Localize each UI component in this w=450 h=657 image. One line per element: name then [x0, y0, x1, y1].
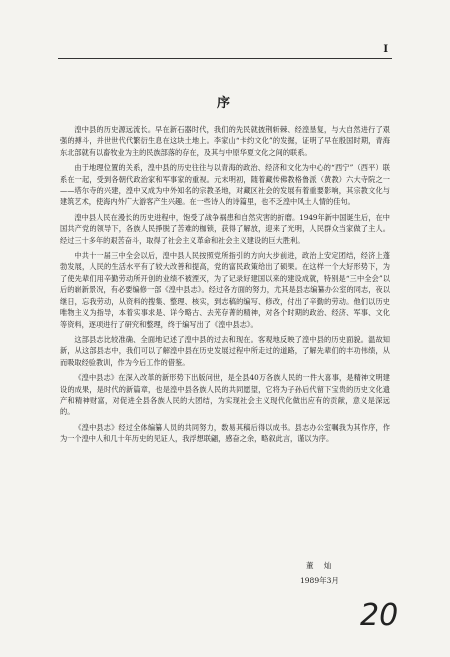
paragraph-5: 这部县志比较准确、全面地记述了湟中县的过去和现在。客观地反映了湟中县的历史面貌。温故知新，从这部县志中，我们可以了解湟中县在历史发展过程中所走过的道路，了解先辈们的丰功伟绩，从而吸取经验教训，作为今后工作的借鉴。	[60, 334, 390, 367]
author-signature: 董 灿	[306, 561, 336, 570]
paragraph-4: 中共十一届三中全会以后，湟中县人民按照党所指引的方向大步前进，政治上安定团结，经济上蓬勃发展，人民的生活水平有了较大改善和提高，党的富民政策给出了硕果。在这样一个大好形势下，为了使先辈们用辛勤劳动所开创的业绩不被湮灭，为了记录好建国以来的建设成就，特别是“三中全会”以后的崭新景况，有必要编修一部《湟中县志》。经过各方面的努力，尤其是县志编纂办公室的同志，夜以继日，忘我劳动，从资料的搜集、整理、核实，到志稿的编写、修改，付出了辛勤的劳动。他们以历史唯物主义为指导，本着实事求是、详今略古、去芜存菁的精神，对各个时期的政治、经济、军事、文化等资料，逐项进行了研究和整理，终于编写出了《湟中县志》。	[60, 251, 390, 329]
paragraph-2: 由于地理位置的关系，湟中县的历史往往与以青海的政治、经济和文化为中心的“西宁”（西平）联系在一起，受到各朝代政治家和军事家的重视。元末明初，随着藏传佛教格鲁派（黄教）六大寺院之一——塔尔寺的兴建，湟中又成为中外知名的宗教圣地，对藏区社会的发展有着重要影响，其宗教文化与建筑艺术，使海内外广大游客产生兴趣。在一些诗人的诗篇里，也不乏湟中风土人情的佳句。	[60, 163, 390, 207]
preface-title: 序	[216, 96, 233, 111]
page-number: I	[383, 44, 388, 55]
handwritten-page-number: 20	[360, 598, 399, 633]
preface-body	[60, 124, 390, 449]
signature-date: 1989年3月	[300, 576, 339, 585]
paragraph-1: 湟中县的历史源远流长。早在新石器时代，我们的先民就披荆斩棘、经湟垦复，与大自然进行了艰强的搏斗，并世世代代繁衍生息在这块土地上。李家山“卡约文化”的发掘，证明了早在殷国时期，青海东北部就有以畜牧业为主的民族部落的存在，及其与中原华夏文化之间的联系。	[60, 125, 390, 157]
header-rule	[58, 58, 392, 59]
paragraph-3: 湟中县人民在漫长的历史进程中，饱受了战争祸患和自然灾害的折磨。1949年新中国诞生后，在中国共产党的领导下，各族人民掙脱了苦难的枷锁，获得了解放，迎来了光明，人民群众当家做了主人。经过三十多年的艰苦奋斗，取得了社会主义革命和社会主义建设的巨大胜利。	[60, 212, 390, 245]
paragraph-7: 《湟中县志》经过全体编纂人员的共同努力，数易其稿后得以成书。县志办公室嘱我为其作序，作为一个湟中人和几十年历史的见证人，我浮想联翩，感奋之余，略叙此言，谨以为序。	[60, 422, 390, 444]
paragraph-6: 《湟中县志》在深入改革的新形势下出版问世，是全县40万各族人民的一件大喜事，是精神文明建设的成果，是时代的新篇章，也是湟中县各族人民的共同愿望，它将为子孙后代留下宝贵的历史文化遗产和精神财富，对促进全县各族人民的大团结，为实现社会主义现代化做出应有的贡献，意义是深远的。	[60, 373, 390, 417]
